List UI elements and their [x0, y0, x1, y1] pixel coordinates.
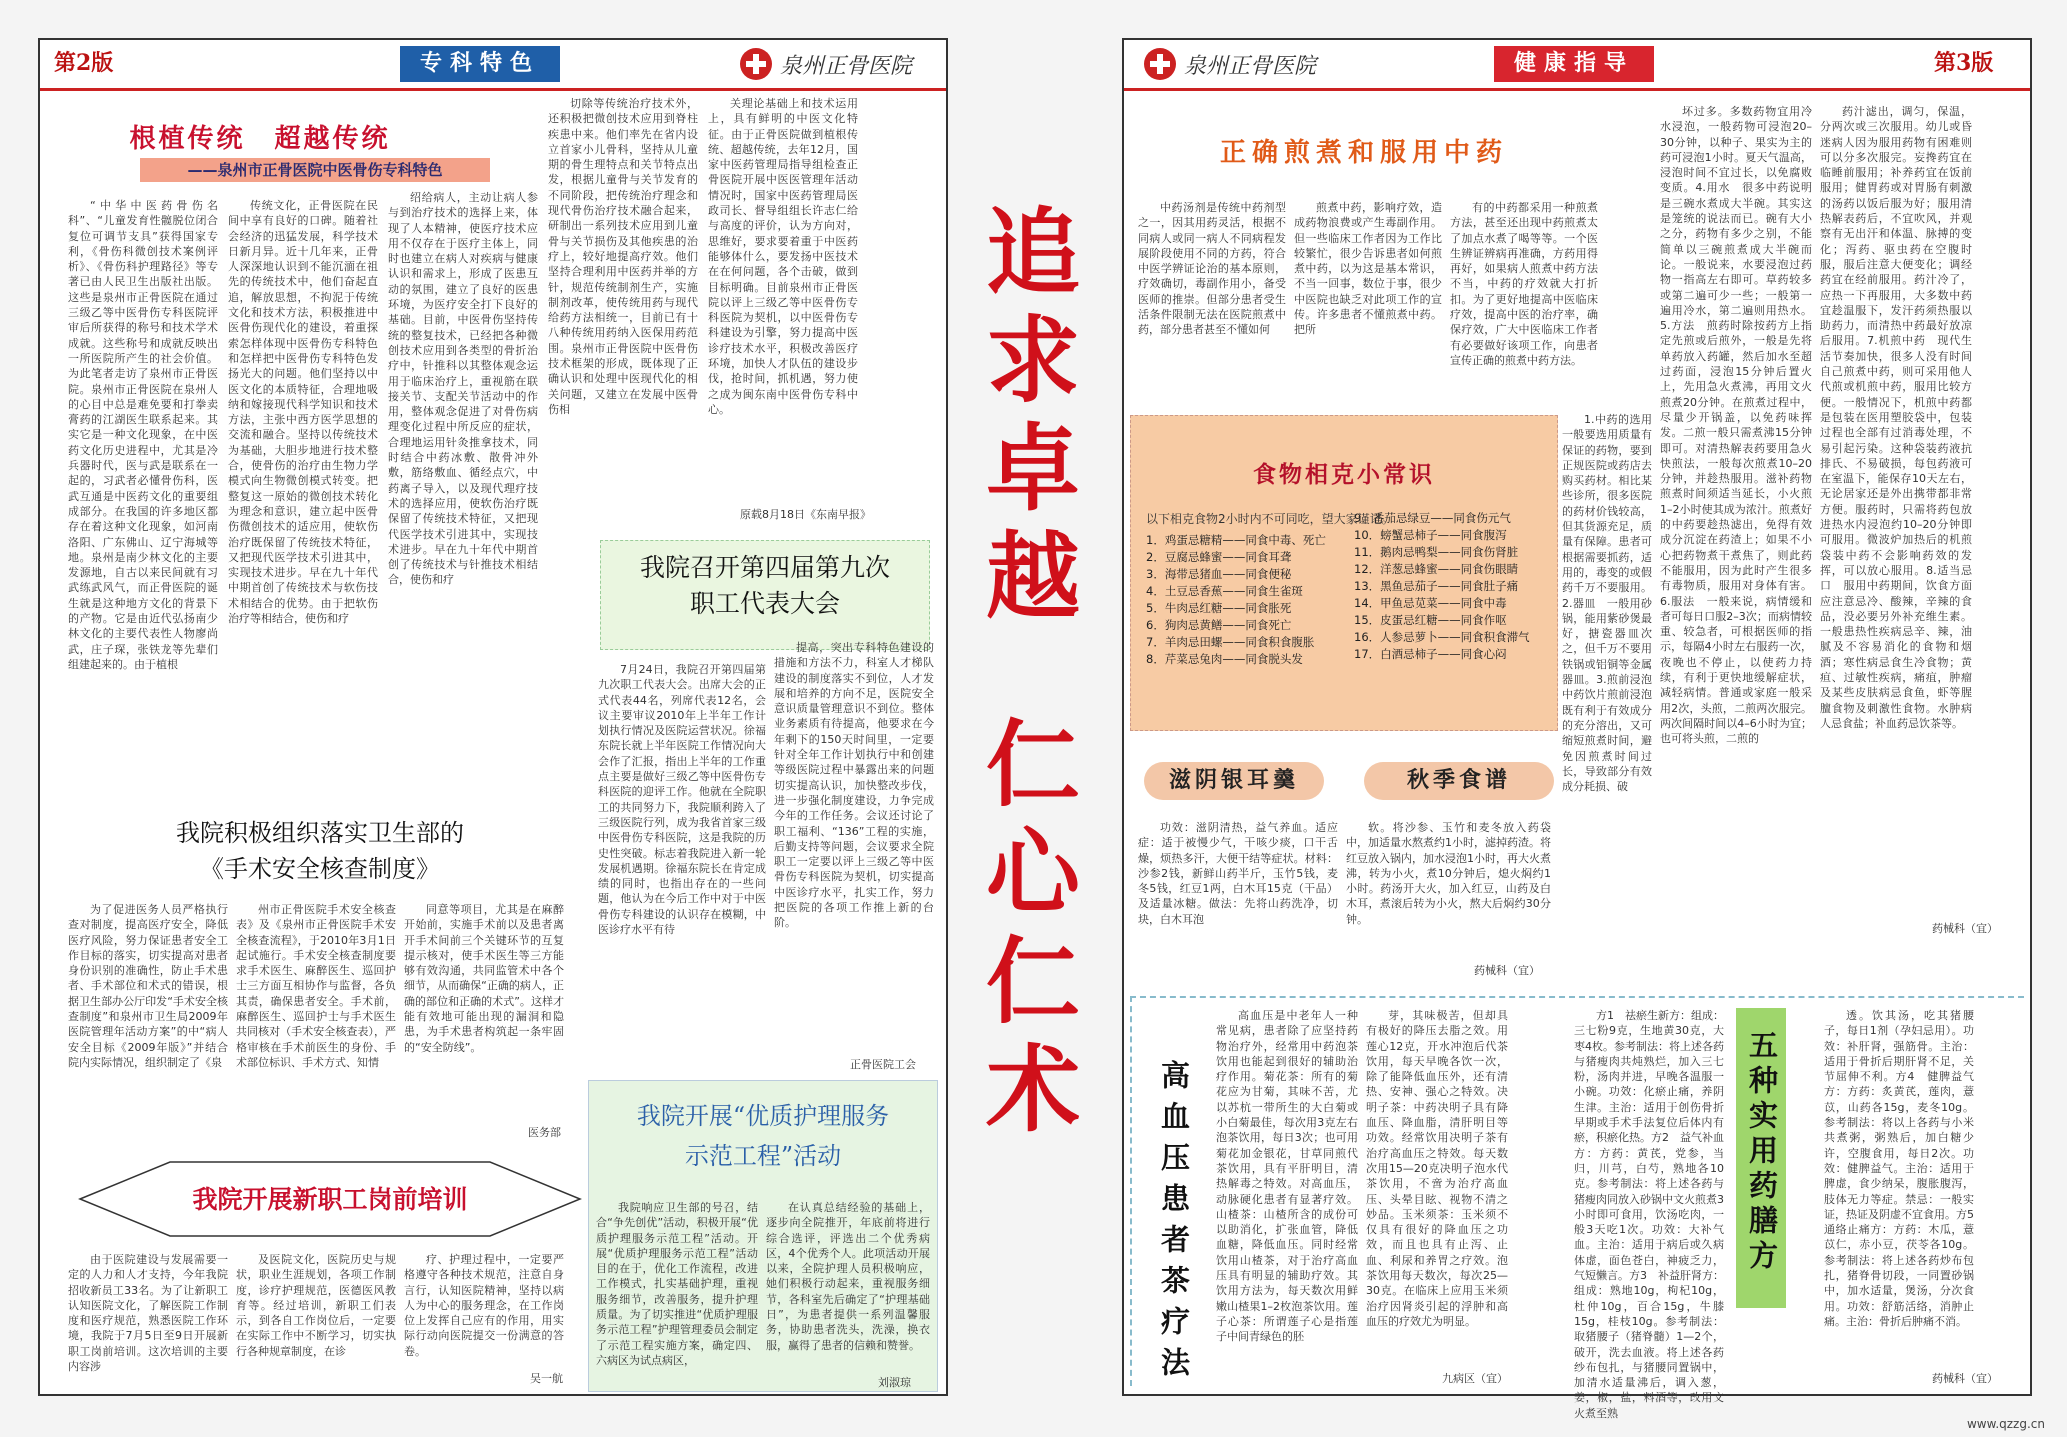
tcm-sign: 药械科（宜） [1932, 922, 1998, 935]
food-list-right [1354, 510, 1554, 663]
surgery-column-3: 同意等项目，尤其是在麻醉开始前，实施手术前以及患者离开手术间前三个关键环节的互复提示核对，使手术医生等三方能够有效沟通，共同监管术中各个细节，从而确保“正确的病人，正确的部位和正确的术式”。这样才能有效地可能出现的漏洞和隐患，为手术患者构筑起一条牢固的“安全防线”。 [404, 903, 564, 1054]
dashed-divider [1130, 996, 2024, 998]
congress-sign: 正骨医院工会 [850, 1058, 916, 1071]
diet-column-2: 透。饮其汤，吃其猪腰子，每日1剂（孕妇忌用）。功效：补肝肾，强筋骨。主治：适用于骨折后期肝肾不足，关节屈伸不利。方4 健脾益气方：方药：炙黄芪，莲肉，薏苡，山药各15g，麦冬10g。参考制法：将以上各药与小米共煮粥，粥熟后，加白糖少许，空腹食用，每日2次。功效：健脾益气。主治：适用于脾虚，食少纳呆，腹胀腹泻，肢体无力等症。禁忌：一般实证，热证及阴虚不宜食用。方5 通络止痛方：方药：木瓜，薏苡仁，赤小豆，茯苓各10g。参考制法：将上述各药炒布包扎，猪脊骨切段，一同置砂锅中，加水适量，煲汤，分次食用。功效：舒筋活络，消肿止痛。主治：骨折后肿痛不消。 [1824, 1009, 1985, 1328]
food-item: 6．狗肉忌黄鳝——同食死亡 [1146, 618, 1292, 632]
red-cross-icon [1144, 48, 1176, 80]
food-item: 16．人参忌萝卜——同食积食滞气 [1354, 630, 1530, 644]
food-item: 8．芹菜忌兔肉——同食脱头发 [1146, 652, 1303, 666]
center-slogan [958, 200, 1108, 1145]
food-item: 11．鹅肉忌鸭梨——同食伤肾脏 [1354, 545, 1519, 559]
nursing-sign: 刘淑琼 [878, 1376, 911, 1389]
red-cross-icon [740, 48, 772, 80]
slogan-char: 仁 [985, 927, 1080, 1037]
food-item: 1．鸡蛋忌糖精——同食中毒、死亡 [1146, 533, 1326, 547]
hospital-logo [740, 46, 912, 82]
slogan-char: 越 [985, 523, 1080, 633]
diet-vertical-title: 五种实用药膳方 [1745, 1030, 1779, 1275]
diet-sign: 药械科（宜） [1932, 1372, 1998, 1385]
slogan-char: 卓 [985, 415, 1080, 525]
article-column-4: 切除等传统治疗技术外，还积极把微创技术应用到脊柱疾患中来。他们率先在省内设立首家小儿骨科，坚持从儿童期的骨生理特点和关节特点出发，根据儿童骨与关节发育的不同阶段，把传统治疗理念和现代骨伤治疗技术融合起来，研制出一系列技术应用到儿童骨与关节损伤及其他疾患的治疗上，较好地提高疗效。他们坚持合理利用中医药并举的方针，规范传统制剂生产，实施制剂改革，使传统用药与现代给药方法相统一，目前已有十八种传统用药纳入医保用药范围。泉州市正骨医院中医骨伤技术框架的形成，既体现了正确认识和处理中医现代化的相关问题，又建立在发展中医骨伤相 [548, 97, 698, 416]
surgery-column-2: 州市正骨医院手术安全核查表》及《泉州市正骨医院手术安全核查流程》，于2010年3月1日起试施行。手术安全核查制度要求手术医生、麻醉医生、巡回护士三方面互相协作与监督，各负其责，确保患者安全。手术前，麻醉医生、巡回护士与手术医生共同核对（手术安全核查表），严格审核在手术前医生的身份、手术部位标识、手术方式、知情 [236, 903, 396, 1069]
food-item: 12．洋葱忌蜂蜜——同食伤眼睛 [1354, 562, 1519, 576]
article-column-3: 绍给病人，主动让病人参与到治疗技术的选择上来，体现了人本精神，使医疗技术应用不仅存在于医疗主体上，同时也建立在病人对疾病与健康认识和需求上，形成了医患互动的氛围，建立了良好的医患环境，为医疗安全打下良好的基础。目前，中医骨伤坚持传统的整复技术，已经把各种微创技术应用到各类型的骨折治疗中，针推科以其整体观念运用于临床治疗上，重视筋在联接关节、支配关节活动中的作用，整体观念促进了对骨伤病理变化过程中所反应的症状，合理地运用针灸推拿技术，同时结合中药冰敷、散骨冲外敷，筋络敷血、循经点穴，中药离子导入，以及现代理疗技术的选择应用，使软伤治疗既保留了传统技术特征，又把现代医学技术引进其中，实现技术进步。早在九十年代中期首创了传统技术与针推技术相结合，使伤和疗 [388, 191, 538, 587]
soup-sign: 药械科（宜） [1474, 964, 1540, 977]
bp-column-2: 芽，其味极苦，但却具有极好的降压去脂之效。用莲心12克，开水冲泡后代茶饮用，每天早晚各饮一次，除了能降低血压外，还有清热、安神、强心之特效。决明子茶：中药决明子具有降血压、降血脂，清肝明目等功效。经常饮用决明子茶有治疗高血压之特效。每天数次用15—20克决明子泡水代茶饮用，不啻为治疗高血压、头晕目眩、视物不清之妙品。玉米须茶：玉米须不仅具有很好的降血压之功效，而且也具有止泻、止血、利尿和养胃之疗效。泡茶饮用每天数次，每次25—30克。在临床上应用玉米须治疗因肾炎引起的浮肿和高血压的疗效尤为明显。 [1366, 1009, 1508, 1328]
tcm-column-2: 煎煮中药，影响疗效，造成药物浪费或产生毒副作用。但一些临床工作者因为工作比较繁忙，很少告诉患者如何煎煮中药，以为这是基本常识，不当一回事，数位于事，很少中医院也缺乏对此项工作的宣传。许多患者不懂煎煮中药。把所 [1294, 201, 1442, 337]
bp-column-1: 高血压是中老年人一种常见病，患者除了应坚持药物治疗外，经常用中药泡茶饮用也能起到很好的辅助治疗作用。菊花茶：所有的菊花应为甘菊，其味不苦，尤以苏杭一带所生的大白菊或小白菊最佳，每次用3克左右泡茶饮用，每日3次；也可用菊花加金银花，甘草同煎代茶饮用，具有平肝明目，清热解毒之特效。对高血压，动脉硬化患者有显著疗效。山楂茶：山楂所含的成份可以助消化，扩张血管，降低血糖，降低血压。同时经常饮用山楂茶，对于治疗高血压具有明显的辅助疗效。其饮用方法为，每天数次用鲜嫩山楂果1–2枚泡茶饮用。莲子心茶：所谓莲子心是指莲子中间青绿色的胚 [1216, 1009, 1358, 1344]
food-item: 13．黑鱼忌茄子——同食肚子痛 [1354, 579, 1519, 593]
hospital-logo [1144, 46, 1316, 82]
article-column-2: 传统文化，正骨医院在民间中享有良好的口碑。随着社会经济的迅猛发展，科学技术日新月异。近十几年来，正骨人深深地认识到不能沉湎在祖先的传统技术中，他们奋起直追，解放思想，不拘泥于传统文化和技术方法，积极推进中医骨伤现代化的建设，着重探索怎样体现中医骨伤专科特色和怎样把中医骨伤专科特色发扬光大的问题。他们坚持以中医文化的本质特征，合理地吸纳和嫁接现代科学知识和技术方法，主张中西方医学思想的交流和融合。坚持以传统技术为基础，大胆步地进行技术整合，使骨伤的治疗由生物力学模式向生物微创模式转变。把整复这一原始的微创技术转化为理念和意识，建立起中医骨伤微创技术的适应用，使软伤治疗既保留了传统技术特征，又把现代医学技术引进其中，实现技术进步。早在九十年代中期首创了传统技术与软伤技术相结合的优势。由于把软伤治疗等相结合，使伤和疗 [228, 199, 378, 626]
tcm-column-1: 中药汤剂是传统中药剂型之一，因其用药灵活，根据不同病人或同一病人不同病程发展阶段使用不同的方药，符合中医学辨证论治的基本原则，疗效确切，毒副作用小，备受医师的推崇。但部分患者受生活条件限制无法在医院煎煮中药，部分患者甚至不懂如何 [1138, 201, 1286, 337]
slogan-char: 求 [985, 307, 1080, 417]
nursing-title-line-2: 示范工程”活动 [684, 1142, 842, 1170]
food-item: 17．白酒忌柿子——同食心闷 [1354, 647, 1507, 661]
article-title: 根植传统 超越传统 [129, 124, 391, 154]
dashed-divider [1130, 996, 1134, 1386]
page-number: 第2版 [54, 50, 114, 76]
food-list-left [1146, 532, 1341, 668]
slogan-char: 追 [985, 199, 1080, 308]
site-watermark: www.qzzg.cn [1966, 1417, 2045, 1431]
surgery-sign: 医务部 [528, 1126, 561, 1139]
soup-title-pill-b: 秋季食谱 [1364, 762, 1554, 800]
food-item: 15．皮蛋忌红糖——同食作呕 [1354, 613, 1507, 627]
soup-column-2: 软。将沙参、玉竹和麦冬放入药袋中，加适量水熬煮约1小时，滤掉药渣。将红豆放入锅内，加水浸泡1小时，再大火煮沸，转为小火，煮10分钟后，熄火焖约1小时。药汤开大火，加入红豆，山药及白木耳，煮滚后转为小火，熬大后焖约30分钟。 [1346, 821, 1551, 926]
surgery-title-line-1: 我院积极组织落实卫生部的 [176, 819, 464, 847]
tcm-title: 正确煎煮和服用中药 [1219, 138, 1508, 168]
tcm-column-3b: 1.中药的选用 一般要选用质量有保证的药物，要到正规医院或药店去购买药材。相比某些诊所，很多医院的药材价钱较高，但其货源充足，质量有保障。患者可根据需要抓药，适用的，毒变的或假药千万不要服用。2.器皿 一般用砂锅，能用紫砂煲最好，搪瓷器皿次之，但千万不要用铁锅或铝铜等金属器皿。3.煎前浸泡 中药饮片煎前浸泡既有利于有效成分的充分溶出，又可缩短煎煮时间，避免因煎煮时间过长，导致部分有效成分耗损、破 [1562, 413, 1663, 794]
surgery-title [80, 815, 560, 887]
page-2-header [40, 40, 946, 91]
section-banner: 健康指导 [1494, 46, 1654, 82]
surgery-column-1: 为了促进医务人员严格执行查对制度，提高医疗安全，降低医疗风险，努力保证患者安全工作目标的落实，切实提高对患者身份识别的准确性，防止手术患者、手术部位和术式的错误，根据卫生部办公厅印发“手术安全核查制度”和泉州市卫生局2009年医院管理年活动方案”的中“病人安全目标《2009年版》”并结合院内实际情况，组织制定了《泉 [68, 903, 228, 1069]
article-credit: 原载8月18日《东南早报》 [740, 508, 871, 521]
congress-title-line-2: 职工代表大会 [689, 589, 840, 618]
nursing-title-line-1: 我院开展“优质护理服务 [636, 1102, 890, 1130]
page-2 [38, 38, 948, 1396]
section-banner: 专科特色 [400, 46, 560, 82]
slogan-char: 心 [985, 819, 1080, 929]
bp-vertical-title: 高血压患者茶疗法 [1157, 1060, 1191, 1388]
page-3-header [1124, 40, 2030, 91]
slogan-char: 仁 [985, 711, 1080, 821]
article-subtitle: ——泉州市正骨医院中医骨伤专科特色 [140, 158, 490, 182]
surgery-title-line-2: 《手术安全核查制度》 [200, 855, 440, 883]
food-item: 2．豆腐忌蜂蜜——同食耳聋 [1146, 550, 1292, 564]
food-intro: 以下相克食物2小时内不可同吃，望大家谨记。 [1146, 512, 1394, 526]
article-column-5: 关理论基础上和技术运用上，具有鲜明的中医文化特征。由于正骨医院做到植根传统、超越传统，去年12月，国家中医药管理局指导组检查正骨医院开展中医医管理年活动情况时，国家中医药管理局医政司长、督导组组长许志仁给与高度的评价，认为方向对，思维好，要求要着重于中医药能够体什么，要发扬中医技术在在何问题，各个击破，做到目标明确。目前泉州市正骨医院以评上三级乙等中医骨伤专科医院为契机，以中医骨伤专科建设为引擎，努力提高中医诊疗技术水平，积极改善医疗环境，加快人才队伍的建设步伐，抢时间，抓机遇，努力使之成为闽东南中医骨伤专科中心。 [708, 97, 858, 416]
nursing-column-1: 我院响应卫生部的号召，结合“争先创优”活动，积极开展“优质护理服务示范工程”活动。开展“优质护理服务示范工程”活动目的在于，优化工作流程，改进工作模式，扎实基础护理，重视服务细节，改善服务，提升护理质量。为了切实推进“优质护理服务示范工程”护理管理委员会制定了示范工程实施方案，确定四、六病区为试点病区， [596, 1201, 758, 1367]
logo-text: 泉州正骨医院 [1184, 53, 1317, 79]
training-column-3: 疗、护理过程中，一定要严格遵守各种技术规范，注意自身言行，认知医院精神，坚持以病人为中心的服务理念，在工作岗位上发挥自己应有的作用，用实际行动向医院提交一份满意的答卷。 [404, 1253, 564, 1358]
congress-column-1: 7月24日，我院召开第四届第九次职工代表大会。出席大会的正式代表44名，列席代表12名，会议主要审议2010年上半年工作计划执行情况及医院运营状况。徐福东院长就上半年医院工作情况向大会作了汇报，指出上半年的工作重点主要是做好三级乙等中医骨伤专科医院的迎评工作。他就在全院职工的共同努力下，我院顺利跨入了三级医院行列，成为我省首家三级中医骨伤专科医院，这是我院的历史性突破。标志着我院进入新一轮发展机遇期。徐福东院长在肯定成绩的同时，也指出存在的一些问题，他认为在今后工作中对于中医骨伤专科建设的认识存在模糊，中医诊疗水平有待 [598, 663, 766, 937]
training-column-1: 由于医院建设与发展需要一定的人力和人才支持，今年我院招收新员工33名。为了让新职工认知医院文化，了解医院工作制度和医疗规范，熟悉医院工作环境，我院于7月5日至9日开展新职工岗前培训。这次培训的主要内容涉 [68, 1253, 228, 1374]
page-number: 第3版 [1934, 50, 1994, 76]
training-column-2: 及医院文化，医院历史与规状，职业生涯规划，各项工作制度，诊疗护理规范，医德医风教育等。经过培训，新职工们表示，到各自工作岗位后，一定要在实际工作中不断学习，切实执行各种规章制度，在诊 [236, 1253, 396, 1358]
soup-column-1: 功效：滋阴清热，益气养血。适应症：适于被慢少气，干咳少痰，口干舌燥，烦热多汗，大便干结等症状。材料：沙参2钱，新鲜山药半斤，玉竹5钱，麦冬5钱，红豆1两，白木耳15克（干品）及适量冰糖。做法：先将山药洗净，切块，白木耳泡 [1138, 821, 1338, 926]
tcm-column-4: 坏过多。多数药物宜用冷水浸泡，一般药物可浸泡20–30分钟，以种子、果实为主的药可浸泡1小时。夏天气温高，浸泡时间不宜过长，以免腐败变质。4.用水 很多中药说明是三碗水煮成大半碗。其实这是笼统的说法而已。碗有大小之分，药物有多少之别，不能简单以三碗煎煮成大半碗而论。一般说来，水要浸泡过药物一指高左右即可。草药较多或第二遍可少一些；一般第一遍用冷水，第二遍则用热水。5.方法 煎药时除按药方上指定先煎或后煎外，一般是先将单药放入药罐，然后加水至超过药面，浸泡15分钟后置火上，先用急火煮沸，再用文火煎煮20分钟。在煎煮过程中，尽量少开锅盖，以免药味挥发。二煎一般只需煮沸15分钟即可。对清热解表药要用急火快煎法，一般每次煎煮10–20分钟，并趁热服用。滋补药物煎煮时间须适当延长，小火煎1–2小时使其成为浓汁。煎煮好的中药要趁热滤出，免得有效成分沉淀在药渣上；如果不小心把药物煮干煮焦了，则此药不能服用，因为此时产生很多有毒物质，服用对身体有害。6.服法 一般来说，病情缓和者可每日口服2–3次；而病情较重、较急者，可根据医师的指示，每隔4小时左右服药一次，夜晚也不停止，以使药力持续，有利于更快地缓解症状，减轻病情。普通或家庭一般采用2次，头煎，二煎两次服完。两次间隔时间以4–6小时为宜；也可将头煎，二煎的 [1660, 105, 1812, 746]
tcm-column-5: 药汁滤出，调匀，保温，分两次或三次服用。幼儿或昏迷病人因为服用药物有困难则可以分多次服完。妄搀药宜在临睡前服用；补养药宜在饭前服用；健胃药或对胃肠有刺激的汤药以饭后服为好；服用清热解表药后，不宜吹风，并观察有无出汗和体温、脉搏的变化；泻药、驱虫药在空腹时服，服后注意大便变化；调经药宜在经前服用。药汁冷了，应热一下再服用，大多数中药宜趁温服下，发汗药须热服以助药力，而清热中药最好放凉后服用。7.机煎中药 现代生活节奏加快，很多人没有时间自己煎煮中药，则可采用他人代煎或机煎中药，服用比较方便。一般情况下，机煎中药都是包装在医用塑胶袋中，包装过程也全部有过消毒处理，不易引起污染。这种袋装药液抗排氏、不易破损，每包药液可在室温下，能保存10天左右，无论居家还是外出携带都非常方便。服药时，只需将药包放进热水内浸泡约10–20分钟即可服用。微波炉加热后的机煎袋装中药不会影响药效的发挥，可以放心服用。8.适当忌口 服用中药期间，饮食方面应注意忌冷、酸辣，辛辣的食品，没必要另外补充维生素。一般患热性疾病忌辛、辣，油腻及不容易消化的食物和烟酒；寒性病忌食生冷食物；黄疸、过敏性疾病，痛疽，肿瘤及某些皮肤病忌食鱼，虾等腥膻食物及刺激性食物。水肿病人忌食盐；补血药忌饮茶等。 [1820, 105, 1972, 730]
page-3 [1122, 38, 2032, 1420]
diet-column-1: 方1 祛瘀生新方：组成：三七粉9克，生地黄30克，大枣4枚。参考制法：将上述各药与猪瘦肉共炖熟烂，加入三七粉，汤肉并进，早晚各温服一小碗。功效：化瘀止痛，养阴生津。主治：适用于创伤骨折早期或手术手法复位后体内有瘀，积瘀化热。方2 益气补血方：方药：黄芪，党参，当归，川芎，白芍，熟地各10克。参考制法：将上述各药与猪瘦肉同放入砂锅中文火煎煮3小时即可食用，饮汤吃肉，一般3天吃1次。功效：大补气血。主治：适用于病后或久病体虚，面色苍白，神疲乏力，气短懒言。方3 补益肝肾方：组成：熟地10g，枸杞10g，杜仲10g，百合15g，牛膝15g，桂枝10g。参考制法：取猪腰子（猪脊髓）1—2个，破开，洗去血液。将上述各药纱布包扎，与猪腰同置锅中，加清水适量沸后，调入葱，姜，椒，盐，料酒等，改用文火煮至熟 [1574, 1009, 1724, 1420]
training-sign: 吴一航 [530, 1372, 563, 1385]
congress-title-line-1: 我院召开第四届第九次 [639, 553, 890, 582]
logo-text: 泉州正骨医院 [780, 53, 913, 79]
nursing-title [590, 1096, 936, 1176]
food-item: 4．土豆忌香蕉——同食生雀斑 [1146, 584, 1303, 598]
food-item: 14．甲鱼忌苋菜——同食中毒 [1354, 596, 1507, 610]
food-item: 7．羊肉忌田螺——同食积食腹胀 [1146, 635, 1315, 649]
food-item: 10．螃蟹忌柿子——同食腹泻 [1354, 528, 1507, 542]
food-title: 食物相克小常识 [1253, 461, 1435, 488]
food-item: 3．海带忌猪血——同食便秘 [1146, 567, 1292, 581]
soup-title-pill-a: 滋阴银耳羹 [1144, 762, 1324, 800]
food-item: 9．番茄忌绿豆——同食伤元气 [1354, 511, 1511, 525]
congress-title [600, 550, 930, 622]
bp-sign: 九病区（宜） [1442, 1372, 1508, 1385]
training-title: 我院开展新职工岗前培训 [192, 1185, 468, 1214]
nursing-column-2: 在认真总结经验的基础上，逐步向全院推开，年底前将进行综合选评，评选出二个优秀病区，4个优秀个人。此项活动开展以来，全院护理人员积极响应，她们积极行动起来，重视服务细节，各科室先后确定了“护理基础日”，为患者提供一系列温馨服务，协助患者洗头，洗澡，换衣服，赢得了患者的信赖和赞誉。 [766, 1201, 930, 1352]
article-column-1: “中华中医药骨伤名科”、“儿童发育性髋脱位闭合复位可调节支具”获得国家专利，《骨伤科微创技术案例评析》、《骨伤科护理路径》等专著已由人民卫生出版社出版。这些是泉州市正骨医院在通过三级乙等中医骨伤专科医院评审后所获得的称号和技术学术成就。这些称号和成就反映出一所医院所产生的社会价值。为此笔者走访了泉州市正骨医院。泉州市正骨医院在泉州人的心目中总是难免要和打拳卖膏药的江湖医生联系起来。其实它是一种文化现象，在中医药文化历史进程中，尤其是冷兵器时代，医与武是联系在一起的，习武者必懂骨伤科，医武互通是中医药文化的重要组成部分。在我国的许多地区都存在着这种文化现象，如河南洛阳、广东佛山、辽宁海城等地。泉州是南少林文化的主要发源地，自古以来民间就有习武练武风气，而正骨医院的诞生就是这种地方文化的背景下的产物。它是由近代弘扬南少林文化的主要代表性人物廖尚武，庄子琛，张铁龙等先辈们组建起来的。由于植根 [68, 199, 218, 671]
food-item: 5．牛肉忌红糖——同食胀死 [1146, 601, 1292, 615]
slogan-char: 术 [985, 1035, 1080, 1145]
congress-column-2: 提高，突出专科特色建设的措施和方法不力，科室人才梯队建设的制度落实不到位，人才发展和培养的方向不足，医院安全意识质量管理意识不到位。整体业务素质有待提高，他要求在今年剩下的150天时间里，一定要针对全年工作计划执行中和创建等级医院过程中暴露出来的问题切实提高认识，加快整改步伐，进一步强化制度建设，力争完成今年的工作任务。会议还讨论了职工福利、“136”工程的实施，后勤支持等问题，会议要求全院职工一定要以评上三级乙等中医骨伤专科医院为契机，切实提高中医诊疗水平，扎实工作，努力把医院的各项工作推上新的台阶。 [774, 641, 934, 930]
tcm-column-3: 有的中药都采用一种煎煮方法，甚至还出现中药煎煮太了加点水煮了喝等等。一个医生辨证辨病再准确，方药用得再好，如果病人煎煮中药方法不当，中药的疗效就大打折扣。为了更好地提高中医临床疗效，提高中医的治疗率，确保疗效，广大中医临床工作者有必要做好该项工作，向患者宣传正确的煎煮中药方法。 [1450, 201, 1598, 367]
